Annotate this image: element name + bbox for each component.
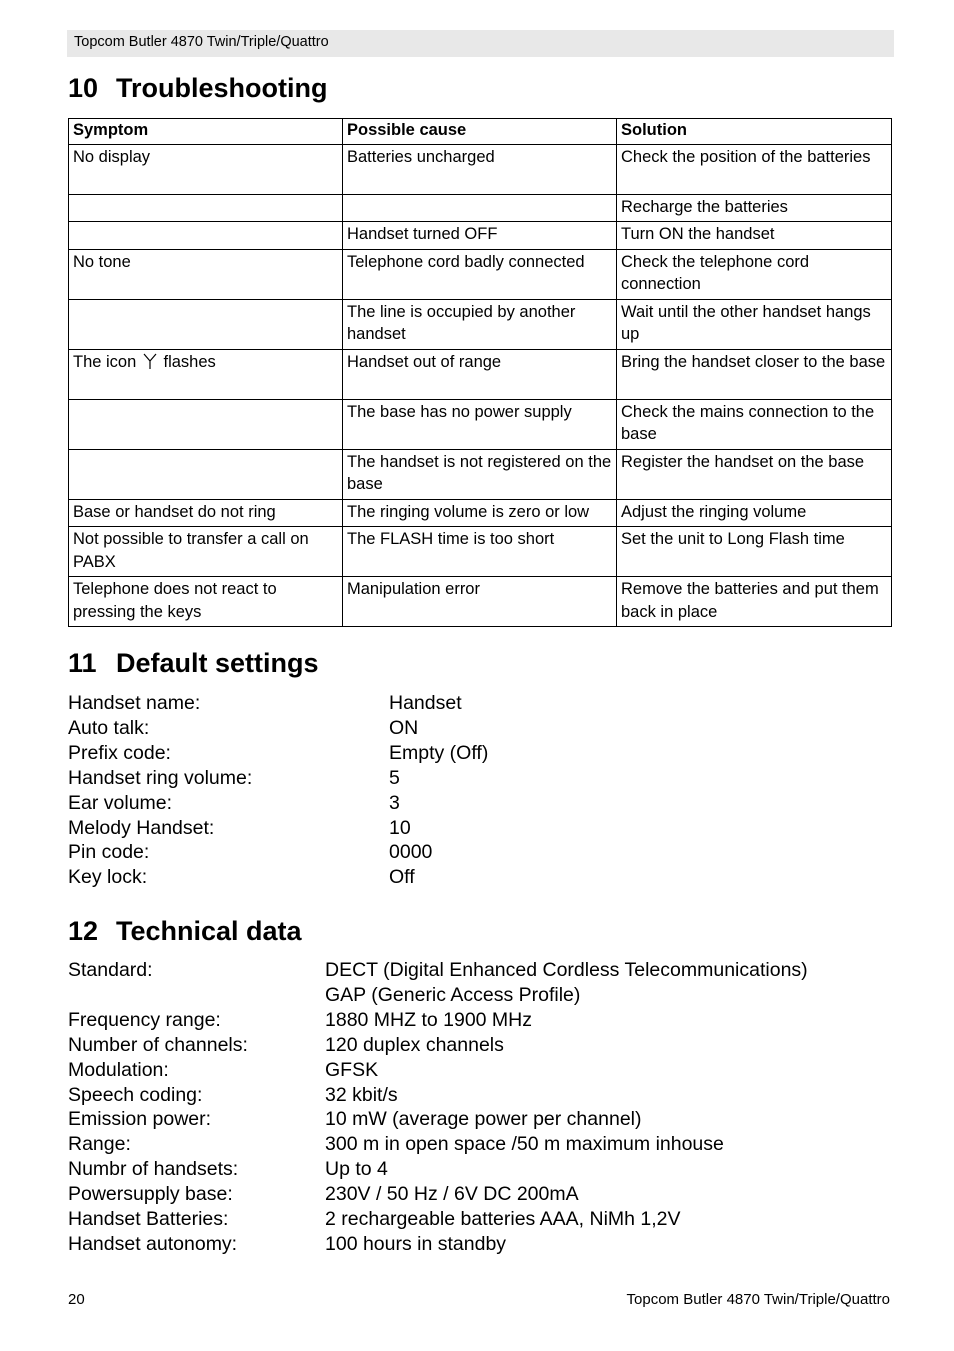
- section-heading-default-settings: [68, 648, 319, 679]
- list-item: [68, 766, 488, 791]
- setting-label: Prefix code:: [68, 741, 171, 764]
- solution-cell: Check the position of the batteries: [617, 144, 892, 194]
- list-item: [68, 1157, 808, 1182]
- setting-value: 3: [389, 791, 400, 814]
- default-settings-list: [68, 691, 488, 890]
- spec-value: 2 rechargeable batteries AAA, NiMh 1,2V: [325, 1208, 681, 1231]
- section-title: Troubleshooting: [116, 73, 328, 103]
- table-row: [69, 349, 892, 399]
- symptom-cell: [69, 222, 343, 250]
- list-item: [68, 840, 488, 865]
- solution-cell: Register the handset on the base: [617, 449, 892, 499]
- setting-label: Ear volume:: [68, 791, 173, 814]
- spec-label: Handset autonomy:: [68, 1232, 238, 1255]
- list-item: [68, 1083, 808, 1108]
- spec-label: Handset Batteries:: [68, 1208, 229, 1231]
- spec-value: GAP (Generic Access Profile): [325, 983, 581, 1006]
- list-item: [68, 691, 488, 716]
- cause-cell: Handset out of range: [343, 349, 617, 399]
- header-title: Topcom Butler 4870 Twin/Triple/Quattro: [74, 34, 329, 50]
- spec-label: Speech coding:: [68, 1083, 203, 1106]
- column-header-solution: Solution: [617, 119, 892, 145]
- solution-cell: Recharge the batteries: [617, 194, 892, 222]
- solution-cell: Bring the handset closer to the base: [617, 349, 892, 399]
- symptom-cell: Base or handset do not ring: [69, 499, 343, 527]
- cause-cell: [343, 194, 617, 222]
- setting-label: Handset name:: [68, 692, 201, 714]
- spec-value: DECT (Digital Enhanced Cordless Telecommunications): [325, 959, 808, 981]
- list-item: [68, 1008, 808, 1033]
- symptom-cell: [69, 349, 343, 399]
- solution-cell: Adjust the ringing volume: [617, 499, 892, 527]
- antenna-icon: [143, 353, 157, 377]
- symptom-text-before: The icon: [73, 352, 137, 371]
- setting-label: Key lock:: [68, 866, 148, 889]
- setting-value: ON: [389, 716, 419, 739]
- list-item: [68, 1033, 808, 1058]
- list-item: [68, 1207, 808, 1232]
- solution-cell: Wait until the other handset hangs up: [617, 299, 892, 349]
- section-title: Technical data: [116, 916, 302, 946]
- cause-cell: The line is occupied by another handset: [343, 299, 617, 349]
- spec-label: Modulation:: [68, 1058, 169, 1081]
- list-item: [68, 1107, 808, 1132]
- symptom-cell: Telephone does not react to pressing the keys: [69, 577, 343, 627]
- list-item: [68, 1182, 808, 1207]
- spec-value: 100 hours in standby: [325, 1232, 507, 1255]
- spec-label: Frequency range:: [68, 1008, 221, 1031]
- list-item: [68, 1132, 808, 1157]
- list-item: [68, 716, 488, 741]
- table-row: [69, 144, 892, 194]
- table-row: [69, 499, 892, 527]
- spec-value: Up to 4: [325, 1158, 388, 1181]
- spec-value: 10 mW (average power per channel): [325, 1108, 642, 1131]
- list-item: [68, 983, 808, 1008]
- cause-cell: The handset is not registered on the base: [343, 449, 617, 499]
- spec-label: Emission power:: [68, 1108, 212, 1131]
- solution-cell: Check the telephone cord connection: [617, 249, 892, 299]
- table-row: [69, 194, 892, 222]
- spec-label: Standard:: [68, 959, 153, 981]
- spec-label: [68, 983, 325, 1008]
- setting-label: Pin code:: [68, 841, 150, 864]
- spec-value: 230V / 50 Hz / 6V DC 200mA: [325, 1183, 579, 1206]
- table-header-row: [69, 119, 892, 145]
- spec-value: 300 m in open space /50 m maximum inhouse: [325, 1133, 724, 1156]
- table-row: [69, 449, 892, 499]
- section-number: 11: [68, 648, 97, 678]
- cause-cell: Handset turned OFF: [343, 222, 617, 250]
- section-heading-troubleshooting: [68, 73, 327, 104]
- technical-data-list: [68, 958, 808, 1257]
- section-number: 10: [68, 73, 99, 103]
- symptom-text-after: flashes: [163, 352, 216, 371]
- list-item: [68, 1058, 808, 1083]
- spec-value: 32 kbit/s: [325, 1083, 398, 1106]
- list-item: [68, 1232, 808, 1257]
- table-row: [69, 249, 892, 299]
- setting-value: 10: [389, 816, 411, 839]
- spec-label: Numbr of handsets:: [68, 1158, 239, 1181]
- cause-cell: The FLASH time is too short: [343, 527, 617, 577]
- table-row: [69, 527, 892, 577]
- list-item: [68, 816, 488, 841]
- setting-value: Handset: [389, 692, 462, 714]
- table-row: [69, 222, 892, 250]
- section-number: 12: [68, 916, 99, 946]
- section-title: Default settings: [116, 648, 319, 678]
- cause-cell: Manipulation error: [343, 577, 617, 627]
- spec-label: Powersupply base:: [68, 1183, 233, 1206]
- symptom-cell: [69, 399, 343, 449]
- spec-value: GFSK: [325, 1058, 379, 1081]
- spec-value: 120 duplex channels: [325, 1033, 504, 1056]
- list-item: [68, 865, 488, 890]
- setting-label: Auto talk:: [68, 716, 150, 739]
- symptom-cell: [69, 194, 343, 222]
- list-item: [68, 958, 808, 983]
- solution-cell: Set the unit to Long Flash time: [617, 527, 892, 577]
- spec-label: Number of channels:: [68, 1033, 248, 1056]
- solution-cell: Remove the batteries and put them back in place: [617, 577, 892, 627]
- page-header: [67, 30, 894, 57]
- spec-label: Range:: [68, 1133, 131, 1156]
- cause-cell: The base has no power supply: [343, 399, 617, 449]
- table-row: [69, 299, 892, 349]
- setting-label: Melody Handset:: [68, 816, 215, 839]
- section-heading-technical-data: [68, 916, 302, 947]
- column-header-cause: Possible cause: [343, 119, 617, 145]
- troubleshooting-table: [68, 118, 892, 627]
- cause-cell: The ringing volume is zero or low: [343, 499, 617, 527]
- setting-value: 5: [389, 766, 400, 789]
- symptom-cell: [69, 449, 343, 499]
- setting-value: Off: [389, 866, 415, 889]
- setting-value: 0000: [389, 841, 433, 864]
- spec-value: 1880 MHZ to 1900 MHz: [325, 1008, 533, 1031]
- cause-cell: Batteries uncharged: [343, 144, 617, 194]
- symptom-cell: [69, 299, 343, 349]
- list-item: [68, 741, 488, 766]
- symptom-cell: No display: [69, 144, 343, 194]
- list-item: [68, 791, 488, 816]
- table-row: [69, 399, 892, 449]
- solution-cell: Check the mains connection to the base: [617, 399, 892, 449]
- page-number: 20: [68, 1291, 85, 1308]
- setting-value: Empty (Off): [389, 741, 489, 764]
- symptom-cell: Not possible to transfer a call on PABX: [69, 527, 343, 577]
- table-row: [69, 577, 892, 627]
- symptom-cell: No tone: [69, 249, 343, 299]
- cause-cell: Telephone cord badly connected: [343, 249, 617, 299]
- solution-cell: Turn ON the handset: [617, 222, 892, 250]
- setting-label: Handset ring volume:: [68, 766, 253, 789]
- column-header-symptom: Symptom: [69, 119, 343, 145]
- footer-title: Topcom Butler 4870 Twin/Triple/Quattro: [626, 1291, 890, 1308]
